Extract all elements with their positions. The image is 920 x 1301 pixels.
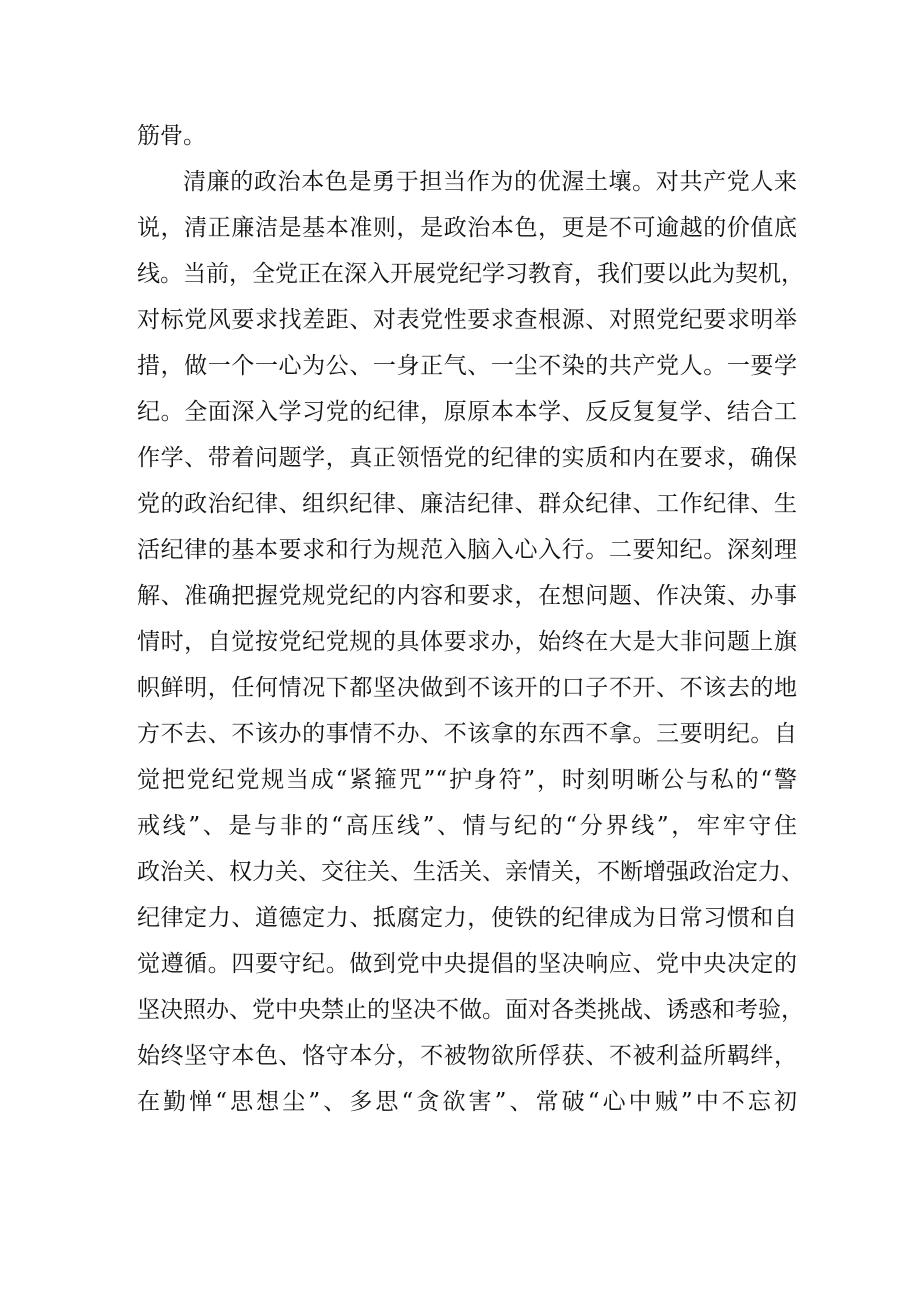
text-line: 活纪律的基本要求和行为规范入脑入心入行。二要知纪。深刻理 [137, 537, 797, 563]
text-line: 戒线”、是与非的“高压线”、情与纪的“分界线”，牢牢守住 [137, 813, 797, 839]
text-line: 措，做一个一心为公、一身正气、一尘不染的共产党人。一要学 [137, 353, 797, 379]
text-line: 解、准确把握党规党纪的内容和要求，在想问题、作决策、办事 [137, 583, 797, 609]
text-line: 作学、带着问题学，真正领悟党的纪律的实质和内在要求，确保 [137, 445, 797, 471]
text-line: 方不去、不该办的事情不办、不该拿的东西不拿。三要明纪。自 [137, 721, 797, 747]
text-line: 在勤惮“思想尘”、多思“贪欲害”、常破“心中贼”中不忘初 [137, 1089, 797, 1115]
text-line: 始终坚守本色、恪守本分，不被物欲所俘获、不被利益所羁绊， [137, 1043, 797, 1069]
text-line: 情时，自觉按党纪党规的具体要求办，始终在大是大非问题上旗 [137, 629, 797, 655]
text-line: 觉把党纪党规当成“紧箍咒”“护身符”，时刻明晰公与私的“警 [137, 767, 797, 793]
text-line: 坚决照办、党中央禁止的坚决不做。面对各类挑战、诱惑和考验， [137, 997, 804, 1023]
body-text [137, 113, 804, 1125]
text-line: 对标党风要求找差距、对表党性要求查根源、对照党纪要求明举 [137, 307, 797, 333]
text-line: 党的政治纪律、组织纪律、廉洁纪律、群众纪律、工作纪律、生 [137, 491, 797, 517]
text-line: 说，清正廉洁是基本准则，是政治本色，更是不可逾越的价值底 [137, 215, 797, 241]
text-line: 觉遵循。四要守纪。做到党中央提倡的坚决响应、党中央决定的 [137, 951, 797, 977]
text-line: 政治关、权力关、交往关、生活关、亲情关，不断增强政治定力、 [137, 859, 804, 885]
text-line: 清廉的政治本色是勇于担当作为的优渥土壤。对共产党人来 [183, 169, 797, 195]
text-line: 帜鲜明，任何情况下都坚决做到不该开的口子不开、不该去的地 [137, 675, 797, 701]
text-line: 纪。全面深入学习党的纪律，原原本本学、反反复复学、结合工 [137, 399, 797, 425]
text-line: 筋骨。 [137, 123, 206, 149]
text-line: 线。当前，全党正在深入开展党纪学习教育，我们要以此为契机， [137, 261, 804, 287]
text-line: 纪律定力、道德定力、抵腐定力，使铁的纪律成为日常习惯和自 [137, 905, 797, 931]
